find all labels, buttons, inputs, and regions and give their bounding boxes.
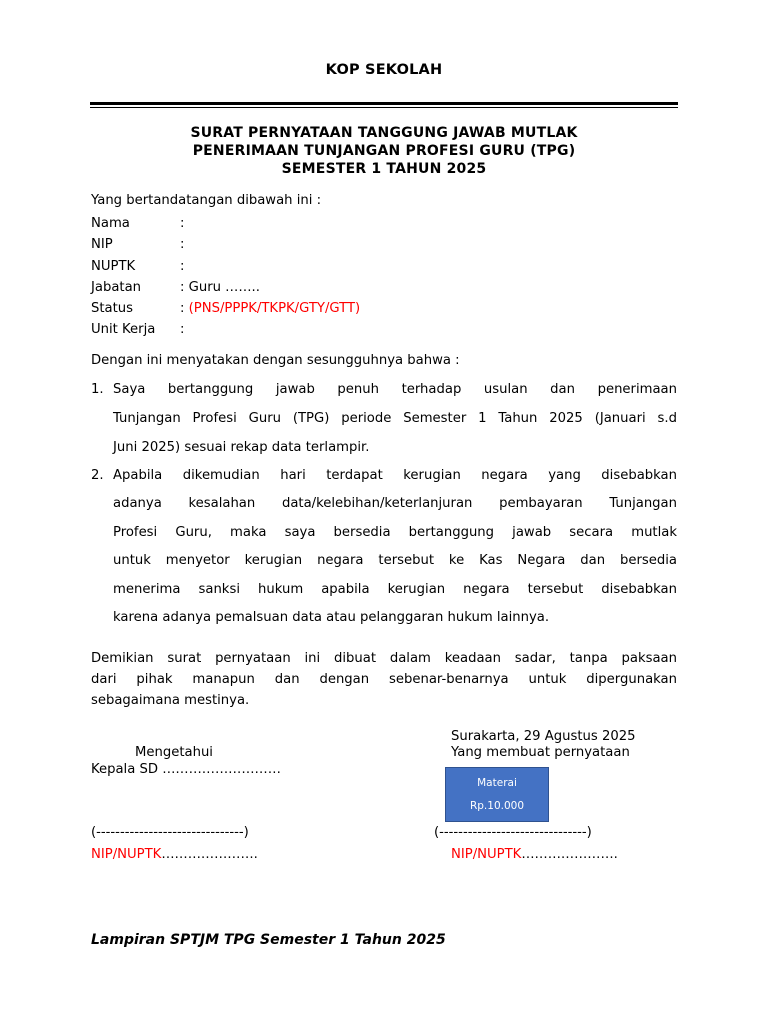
status-colon: : xyxy=(180,301,189,316)
point-2-line: Profesi Guru, maka saya bersedia bertanggung jawab secara mutlak xyxy=(113,525,677,540)
field-label-nip: NIP xyxy=(91,237,113,252)
left-nip-nuptk xyxy=(91,847,258,862)
field-value-status xyxy=(180,301,360,316)
field-value-nuptk: : xyxy=(180,259,185,274)
right-nip-nuptk xyxy=(451,847,618,862)
status-options: (PNS/PPPK/TKPK/GTY/GTT) xyxy=(188,301,361,316)
left-nip-label: NIP/NUPTK xyxy=(91,847,162,862)
point-number-2: 2. xyxy=(91,468,104,483)
left-signature-line: (-------------------------------) xyxy=(91,825,249,840)
statement-intro: Dengan ini menyatakan dengan sesungguhnya bahwa : xyxy=(91,353,460,368)
right-signature-line: (-------------------------------) xyxy=(434,825,592,840)
signer-role: Yang membuat pernyataan xyxy=(451,745,630,760)
field-label-nama: Nama xyxy=(91,216,130,231)
point-1-line: Juni 2025) sesuai rekap data terlampir. xyxy=(113,440,370,455)
field-value-nip: : xyxy=(180,237,185,252)
field-label-status: Status xyxy=(91,301,134,316)
mengetahui-label: Mengetahui xyxy=(135,745,213,760)
letter-title-line2: PENERIMAAN TUNJANGAN PROFESI GURU (TPG) xyxy=(192,143,576,159)
point-number-1: 1. xyxy=(91,382,104,397)
kepala-sd-label: Kepala SD ……………………… xyxy=(91,762,281,777)
field-label-nuptk: NUPTK xyxy=(91,259,136,274)
field-label-jabatan: Jabatan xyxy=(91,280,142,295)
point-2-line: adanya kesalahan data/kelebihan/keterlanjuran pembayaran Tunjangan xyxy=(113,496,677,511)
right-nip-dots: …………………. xyxy=(521,847,618,862)
point-1-line: Saya bertanggung jawab penuh terhadap usulan dan penerimaan xyxy=(113,382,677,397)
field-value-nama: : xyxy=(180,216,185,231)
left-nip-dots: …………………. xyxy=(161,847,258,862)
materai-label: Materai xyxy=(477,777,517,789)
header-rule-thick xyxy=(90,102,678,105)
field-value-jabatan: : Guru …….. xyxy=(180,280,260,295)
closing-line: dari pihak manapun dan dengan sebenar-benarnya untuk dipergunakan xyxy=(91,672,677,687)
point-2-line: untuk menyetor kerugian negara tersebut ke Kas Negara dan bersedia xyxy=(113,553,677,568)
closing-line: Demikian surat pernyataan ini dibuat dalam keadaan sadar, tanpa paksaan xyxy=(91,651,677,666)
letter-title-line1: SURAT PERNYATAAN TANGGUNG JAWAB MUTLAK xyxy=(190,125,578,141)
place-date: Surakarta, 29 Agustus 2025 xyxy=(451,729,636,744)
point-1-line: Tunjangan Profesi Guru (TPG) periode Semester 1 Tahun 2025 (Januari s.d xyxy=(113,411,677,426)
header-rule-thin xyxy=(90,107,678,108)
field-value-unit-kerja: : xyxy=(180,322,185,337)
attachment-footer: Lampiran SPTJM TPG Semester 1 Tahun 2025 xyxy=(91,932,446,948)
field-label-unit-kerja: Unit Kerja xyxy=(91,322,156,337)
right-nip-label: NIP/NUPTK xyxy=(451,847,522,862)
letter-title-line3: SEMESTER 1 TAHUN 2025 xyxy=(281,161,487,177)
materai-stamp xyxy=(445,767,549,822)
point-2-line: karena adanya pemalsuan data atau pelanggaran hukum lainnya. xyxy=(113,610,550,625)
point-2-line: Apabila dikemudian hari terdapat kerugian negara yang disebabkan xyxy=(113,468,677,483)
point-2-line: menerima sanksi hukum apabila kerugian negara tersebut disebabkan xyxy=(113,582,677,597)
materai-value: Rp.10.000 xyxy=(469,800,525,812)
intro-text: Yang bertandatangan dibawah ini : xyxy=(91,193,322,208)
kop-sekolah-heading: KOP SEKOLAH xyxy=(325,62,443,78)
closing-line: sebagaimana mestinya. xyxy=(91,693,250,708)
